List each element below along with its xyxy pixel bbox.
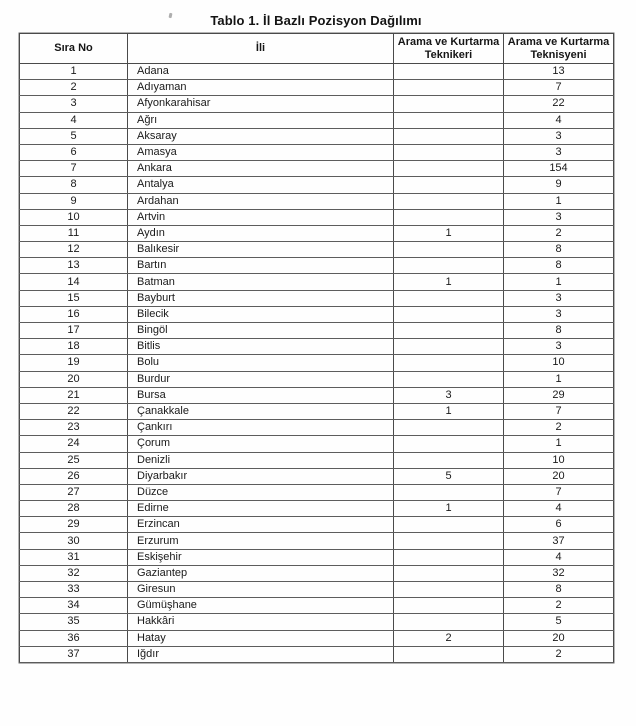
header-sira-no: Sıra No bbox=[20, 34, 128, 64]
cell-ili: Düzce bbox=[128, 484, 394, 500]
table-row bbox=[20, 306, 614, 322]
cell-teknikeri bbox=[394, 452, 504, 468]
cell-teknikeri bbox=[394, 582, 504, 598]
cell-teknisyeni: 3 bbox=[504, 144, 614, 160]
cell-teknisyeni: 1 bbox=[504, 193, 614, 209]
cell-teknisyeni: 2 bbox=[504, 646, 614, 662]
table-row bbox=[20, 501, 614, 517]
cell-sira-no: 17 bbox=[20, 323, 128, 339]
cell-teknikeri bbox=[394, 144, 504, 160]
table-row bbox=[20, 371, 614, 387]
cell-teknisyeni: 4 bbox=[504, 549, 614, 565]
cell-teknikeri bbox=[394, 323, 504, 339]
cell-ili: Antalya bbox=[128, 177, 394, 193]
cell-teknikeri bbox=[394, 64, 504, 80]
cell-teknikeri: 1 bbox=[394, 501, 504, 517]
header-teknisyeni: Arama ve Kurtarma Teknisyeni bbox=[504, 34, 614, 64]
table-row bbox=[20, 242, 614, 258]
cell-sira-no: 24 bbox=[20, 436, 128, 452]
cell-sira-no: 21 bbox=[20, 387, 128, 403]
cell-ili: Diyarbakır bbox=[128, 468, 394, 484]
cell-teknikeri: 5 bbox=[394, 468, 504, 484]
cell-teknisyeni: 20 bbox=[504, 630, 614, 646]
cell-ili: Aksaray bbox=[128, 128, 394, 144]
cell-sira-no: 37 bbox=[20, 646, 128, 662]
cell-teknikeri: 1 bbox=[394, 403, 504, 419]
cell-teknikeri bbox=[394, 258, 504, 274]
cell-sira-no: 28 bbox=[20, 501, 128, 517]
table-row bbox=[20, 193, 614, 209]
cell-teknisyeni: 6 bbox=[504, 517, 614, 533]
table-row bbox=[20, 387, 614, 403]
table-row bbox=[20, 290, 614, 306]
cell-teknisyeni: 8 bbox=[504, 242, 614, 258]
cell-sira-no: 15 bbox=[20, 290, 128, 306]
table-row bbox=[20, 484, 614, 500]
cell-ili: Adıyaman bbox=[128, 80, 394, 96]
cell-ili: Denizli bbox=[128, 452, 394, 468]
cell-sira-no: 22 bbox=[20, 403, 128, 419]
cell-teknikeri bbox=[394, 128, 504, 144]
table-row bbox=[20, 128, 614, 144]
cell-sira-no: 14 bbox=[20, 274, 128, 290]
cell-teknisyeni: 7 bbox=[504, 484, 614, 500]
cell-teknisyeni: 8 bbox=[504, 323, 614, 339]
cell-teknikeri bbox=[394, 161, 504, 177]
cell-teknikeri bbox=[394, 290, 504, 306]
table-row bbox=[20, 549, 614, 565]
table-row bbox=[20, 517, 614, 533]
cell-sira-no: 33 bbox=[20, 582, 128, 598]
table-row bbox=[20, 96, 614, 112]
cell-teknisyeni: 8 bbox=[504, 258, 614, 274]
cell-teknikeri: 2 bbox=[394, 630, 504, 646]
table-row bbox=[20, 209, 614, 225]
cell-ili: Gümüşhane bbox=[128, 598, 394, 614]
cell-sira-no: 11 bbox=[20, 225, 128, 241]
cell-ili: Bitlis bbox=[128, 339, 394, 355]
cell-ili: Erzincan bbox=[128, 517, 394, 533]
cell-ili: Hatay bbox=[128, 630, 394, 646]
table-row bbox=[20, 598, 614, 614]
cell-teknisyeni: 1 bbox=[504, 274, 614, 290]
cell-ili: Gaziantep bbox=[128, 565, 394, 581]
cell-ili: Adana bbox=[128, 64, 394, 80]
cell-sira-no: 16 bbox=[20, 306, 128, 322]
cell-teknisyeni: 37 bbox=[504, 533, 614, 549]
cell-sira-no: 20 bbox=[20, 371, 128, 387]
cell-teknikeri bbox=[394, 371, 504, 387]
cell-ili: Artvin bbox=[128, 209, 394, 225]
cell-sira-no: 13 bbox=[20, 258, 128, 274]
cell-ili: Çanakkale bbox=[128, 403, 394, 419]
cell-teknisyeni: 2 bbox=[504, 598, 614, 614]
cell-ili: Edirne bbox=[128, 501, 394, 517]
table-row bbox=[20, 355, 614, 371]
cell-sira-no: 36 bbox=[20, 630, 128, 646]
cell-sira-no: 19 bbox=[20, 355, 128, 371]
cell-teknikeri bbox=[394, 517, 504, 533]
cell-teknikeri bbox=[394, 112, 504, 128]
cell-sira-no: 30 bbox=[20, 533, 128, 549]
table-row bbox=[20, 64, 614, 80]
cell-teknisyeni: 13 bbox=[504, 64, 614, 80]
cell-ili: Bayburt bbox=[128, 290, 394, 306]
table-row bbox=[20, 258, 614, 274]
cell-ili: Eskişehir bbox=[128, 549, 394, 565]
cell-ili: Bilecik bbox=[128, 306, 394, 322]
cell-teknikeri bbox=[394, 533, 504, 549]
cell-sira-no: 27 bbox=[20, 484, 128, 500]
table-row bbox=[20, 582, 614, 598]
table-row bbox=[20, 468, 614, 484]
table-row bbox=[20, 630, 614, 646]
table-row bbox=[20, 420, 614, 436]
cell-teknisyeni: 32 bbox=[504, 565, 614, 581]
cell-teknisyeni: 20 bbox=[504, 468, 614, 484]
table-row bbox=[20, 403, 614, 419]
cell-teknisyeni: 1 bbox=[504, 371, 614, 387]
table-row bbox=[20, 614, 614, 630]
table-row bbox=[20, 565, 614, 581]
cell-teknikeri bbox=[394, 355, 504, 371]
cell-sira-no: 35 bbox=[20, 614, 128, 630]
cell-teknisyeni: 8 bbox=[504, 582, 614, 598]
cell-sira-no: 9 bbox=[20, 193, 128, 209]
table-body bbox=[20, 64, 614, 663]
cell-teknikeri: 1 bbox=[394, 274, 504, 290]
cell-teknisyeni: 3 bbox=[504, 209, 614, 225]
cell-sira-no: 7 bbox=[20, 161, 128, 177]
cell-teknisyeni: 7 bbox=[504, 403, 614, 419]
cell-teknikeri bbox=[394, 306, 504, 322]
table-row bbox=[20, 452, 614, 468]
header-ili: İli bbox=[128, 34, 394, 64]
cell-ili: Çorum bbox=[128, 436, 394, 452]
cell-teknisyeni: 9 bbox=[504, 177, 614, 193]
table-row bbox=[20, 323, 614, 339]
cell-teknisyeni: 29 bbox=[504, 387, 614, 403]
cell-sira-no: 8 bbox=[20, 177, 128, 193]
table-title: Tablo 1. İl Bazlı Pozisyon Dağılımı bbox=[210, 13, 422, 28]
cell-teknisyeni: 10 bbox=[504, 355, 614, 371]
cell-sira-no: 12 bbox=[20, 242, 128, 258]
cell-ili: Bartın bbox=[128, 258, 394, 274]
cell-teknikeri bbox=[394, 193, 504, 209]
cell-sira-no: 26 bbox=[20, 468, 128, 484]
table-row bbox=[20, 533, 614, 549]
table-row bbox=[20, 112, 614, 128]
cell-ili: Amasya bbox=[128, 144, 394, 160]
cell-teknisyeni: 10 bbox=[504, 452, 614, 468]
table-row bbox=[20, 177, 614, 193]
table-row bbox=[20, 436, 614, 452]
cell-teknikeri bbox=[394, 420, 504, 436]
cell-ili: Burdur bbox=[128, 371, 394, 387]
cell-sira-no: 34 bbox=[20, 598, 128, 614]
table-row bbox=[20, 80, 614, 96]
cell-teknikeri bbox=[394, 646, 504, 662]
cell-teknikeri bbox=[394, 614, 504, 630]
cell-sira-no: 32 bbox=[20, 565, 128, 581]
table-row bbox=[20, 339, 614, 355]
cell-teknikeri: 1 bbox=[394, 225, 504, 241]
table-row bbox=[20, 161, 614, 177]
cell-teknisyeni: 7 bbox=[504, 80, 614, 96]
cell-teknisyeni: 3 bbox=[504, 306, 614, 322]
cell-teknikeri bbox=[394, 549, 504, 565]
cell-teknisyeni: 3 bbox=[504, 339, 614, 355]
cell-teknisyeni: 4 bbox=[504, 501, 614, 517]
cell-sira-no: 2 bbox=[20, 80, 128, 96]
header-teknikeri: Arama ve Kurtarma Teknikeri bbox=[394, 34, 504, 64]
cell-teknikeri bbox=[394, 436, 504, 452]
cell-teknikeri bbox=[394, 96, 504, 112]
cell-sira-no: 4 bbox=[20, 112, 128, 128]
cell-teknikeri bbox=[394, 242, 504, 258]
header-row bbox=[20, 34, 614, 64]
cell-sira-no: 3 bbox=[20, 96, 128, 112]
table-header bbox=[20, 34, 614, 64]
cell-teknisyeni: 2 bbox=[504, 225, 614, 241]
table-row bbox=[20, 144, 614, 160]
cell-ili: Ardahan bbox=[128, 193, 394, 209]
cell-ili: Ağrı bbox=[128, 112, 394, 128]
cell-sira-no: 10 bbox=[20, 209, 128, 225]
cell-sira-no: 18 bbox=[20, 339, 128, 355]
cell-teknikeri bbox=[394, 80, 504, 96]
cell-sira-no: 25 bbox=[20, 452, 128, 468]
cell-teknisyeni: 154 bbox=[504, 161, 614, 177]
cell-sira-no: 6 bbox=[20, 144, 128, 160]
cell-teknikeri bbox=[394, 565, 504, 581]
cell-teknisyeni: 3 bbox=[504, 290, 614, 306]
cell-teknisyeni: 2 bbox=[504, 420, 614, 436]
table-row bbox=[20, 274, 614, 290]
cell-ili: Aydın bbox=[128, 225, 394, 241]
cell-ili: Ankara bbox=[128, 161, 394, 177]
cell-teknisyeni: 1 bbox=[504, 436, 614, 452]
cell-ili: Afyonkarahisar bbox=[128, 96, 394, 112]
cell-teknikeri bbox=[394, 177, 504, 193]
cell-teknikeri bbox=[394, 209, 504, 225]
cell-teknikeri bbox=[394, 598, 504, 614]
table-row bbox=[20, 646, 614, 662]
table-row bbox=[20, 225, 614, 241]
cell-ili: Giresun bbox=[128, 582, 394, 598]
cell-ili: Bolu bbox=[128, 355, 394, 371]
cell-teknisyeni: 5 bbox=[504, 614, 614, 630]
cell-sira-no: 23 bbox=[20, 420, 128, 436]
cell-teknisyeni: 22 bbox=[504, 96, 614, 112]
cell-sira-no: 31 bbox=[20, 549, 128, 565]
cell-sira-no: 5 bbox=[20, 128, 128, 144]
cell-sira-no: 29 bbox=[20, 517, 128, 533]
cell-ili: Hakkâri bbox=[128, 614, 394, 630]
cell-ili: Bingöl bbox=[128, 323, 394, 339]
cell-teknisyeni: 3 bbox=[504, 128, 614, 144]
cell-ili: Iğdır bbox=[128, 646, 394, 662]
cell-ili: Bursa bbox=[128, 387, 394, 403]
cell-teknisyeni: 4 bbox=[504, 112, 614, 128]
cell-teknikeri bbox=[394, 484, 504, 500]
cell-teknikeri bbox=[394, 339, 504, 355]
cell-ili: Batman bbox=[128, 274, 394, 290]
cell-teknikeri: 3 bbox=[394, 387, 504, 403]
cell-sira-no: 1 bbox=[20, 64, 128, 80]
cell-ili: Erzurum bbox=[128, 533, 394, 549]
cell-ili: Çankırı bbox=[128, 420, 394, 436]
cell-ili: Balıkesir bbox=[128, 242, 394, 258]
position-distribution-table bbox=[19, 33, 614, 663]
